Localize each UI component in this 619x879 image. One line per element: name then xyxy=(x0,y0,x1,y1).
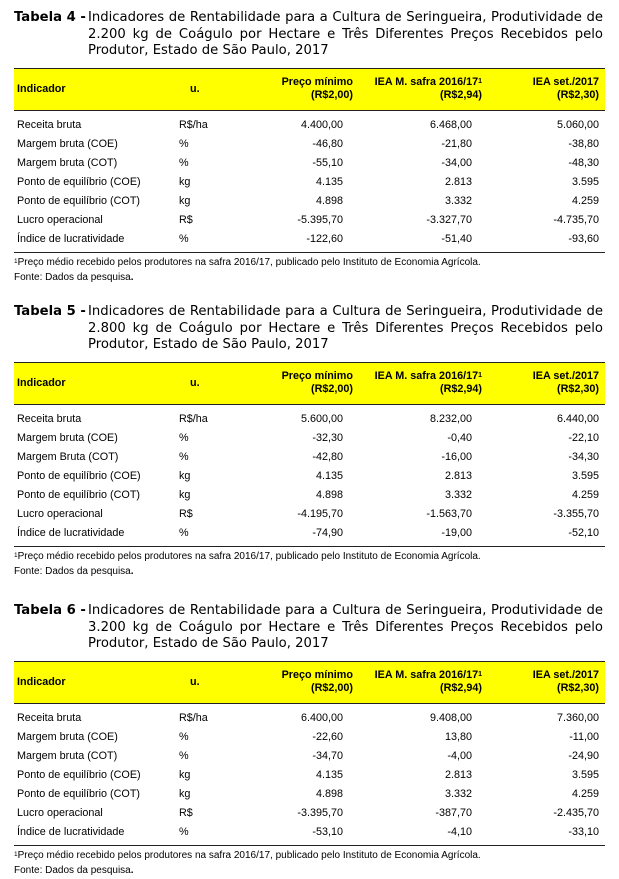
table-row: Margem bruta (COT) % -55,10 -34,00 -48,30 xyxy=(17,157,599,169)
table-caption xyxy=(14,304,605,362)
table-row: Ponto de equilíbrio (COE) kg 4.135 2.813 3.595 xyxy=(17,470,599,482)
header-iea-safra: IEA M. safra $2016/17^1$ (R$2,94) xyxy=(374,76,482,101)
table-row: Margem bruta (COE) % -22,60 13,80 -11,00 xyxy=(17,731,599,743)
table-body xyxy=(14,111,605,253)
table-row: Margem bruta (COE) % -46,80 -21,80 -38,80 xyxy=(17,138,599,150)
header-preco-minimo: Preço mínimo (R$2,00) xyxy=(281,370,353,395)
table-row: Lucro operacional R$ -5.395,70 -3.327,70 -4.735,70 xyxy=(17,214,599,226)
table-caption xyxy=(14,10,605,68)
table-row: Ponto de equilíbrio (COT) kg 4.898 3.332 4.259 xyxy=(17,489,599,501)
table-footnotes xyxy=(14,547,605,579)
header-iea-safra: IEA M. safra $2016/17^1$ (R$2,94) xyxy=(374,669,482,694)
table-footnotes xyxy=(14,253,605,285)
footnote: $^1$Preço médio recebido pelos produtores na safra 2016/17, publicado pelo Instituto de Economia Agrícola. xyxy=(14,850,481,861)
table-body xyxy=(14,405,605,547)
header-iea-set: IEA set./2017 (R$2,30) xyxy=(532,76,599,101)
table-row: Ponto de equilíbrio (COT) kg 4.898 3.332 4.259 xyxy=(17,195,599,207)
table-row: Margem bruta (COT) % -34,70 -4,00 -24,90 xyxy=(17,750,599,762)
table-footnotes xyxy=(14,846,605,878)
table-row: Receita bruta R$/ha 5.600,00 8.232,00 6.440,00 xyxy=(17,413,599,425)
table-caption xyxy=(14,603,605,661)
table-row: Ponto de equilíbrio (COE) kg 4.135 2.813 3.595 xyxy=(17,176,599,188)
table-row: Margem Bruta (COT) % -42,80 -16,00 -34,30 xyxy=(17,451,599,463)
footnote: $^1$Preço médio recebido pelos produtores na safra 2016/17, publicado pelo Instituto de Economia Agrícola. xyxy=(14,257,481,268)
header-unit: u. xyxy=(190,676,200,688)
table-title: Indicadores de Rentabilidade para a Cultura de Seringueira, Produtividade de 3.200 kg de Coágulo por Hectare e Três Diferentes Preços Recebidos pelo Produtor, Estado de São Paulo, 2017 xyxy=(88,603,603,651)
table-section-5 xyxy=(14,304,605,579)
table-row: Margem bruta (COE) % -32,30 -0,40 -22,10 xyxy=(17,432,599,444)
table-section-4 xyxy=(14,10,605,285)
table-row: Receita bruta R$/ha 6.400,00 9.408,00 7.360,00 xyxy=(17,712,599,724)
header-preco-minimo: Preço mínimo (R$2,00) xyxy=(281,669,353,694)
table-row: Ponto de equilíbrio (COT) kg 4.898 3.332 4.259 xyxy=(17,788,599,800)
table-row: Lucro operacional R$ -3.395,70 -387,70 -2.435,70 xyxy=(17,807,599,819)
header-unit: u. xyxy=(190,83,200,95)
header-iea-safra: IEA M. safra $2016/17^1$ (R$2,94) xyxy=(374,370,482,395)
table-row: Índice de lucratividade % -74,90 -19,00 -52,10 xyxy=(17,527,599,539)
table-header xyxy=(14,362,605,405)
table-row: Índice de lucratividade % -122,60 -51,40 -93,60 xyxy=(17,233,599,245)
source-note: Fonte: Dados da pesquisa. xyxy=(14,865,134,876)
table-row: Receita bruta R$/ha 4.400,00 6.468,00 5.060,00 xyxy=(17,119,599,131)
table-number: Tabela 6 - xyxy=(14,603,86,618)
table-header xyxy=(14,68,605,111)
table-row: Índice de lucratividade % -53,10 -4,10 -33,10 xyxy=(17,826,599,838)
table-number: Tabela 4 - xyxy=(14,10,86,25)
header-indicador: Indicador xyxy=(17,676,66,688)
table-section-6 xyxy=(14,603,605,878)
header-preco-minimo: Preço mínimo (R$2,00) xyxy=(281,76,353,101)
source-note: Fonte: Dados da pesquisa. xyxy=(14,272,134,283)
table-body xyxy=(14,704,605,846)
header-indicador: Indicador xyxy=(17,377,66,389)
table-row: Ponto de equilíbrio (COE) kg 4.135 2.813 3.595 xyxy=(17,769,599,781)
table-row: Lucro operacional R$ -4.195,70 -1.563,70 -3.355,70 xyxy=(17,508,599,520)
header-iea-set: IEA set./2017 (R$2,30) xyxy=(532,669,599,694)
footnote: $^1$Preço médio recebido pelos produtores na safra 2016/17, publicado pelo Instituto de Economia Agrícola. xyxy=(14,551,481,562)
header-unit: u. xyxy=(190,377,200,389)
source-note: Fonte: Dados da pesquisa. xyxy=(14,566,134,577)
table-title: Indicadores de Rentabilidade para a Cultura de Seringueira, Produtividade de 2.200 kg de Coágulo por Hectare e Três Diferentes Preços Recebidos pelo Produtor, Estado de São Paulo, 2017 xyxy=(88,10,603,58)
table-title: Indicadores de Rentabilidade para a Cultura de Seringueira, Produtividade de 2.800 kg de Coágulo por Hectare e Três Diferentes Preços Recebidos pelo Produtor, Estado de São Paulo, 2017 xyxy=(88,304,603,352)
header-iea-set: IEA set./2017 (R$2,30) xyxy=(532,370,599,395)
table-number: Tabela 5 - xyxy=(14,304,86,319)
header-indicador: Indicador xyxy=(17,83,66,95)
table-header xyxy=(14,661,605,704)
